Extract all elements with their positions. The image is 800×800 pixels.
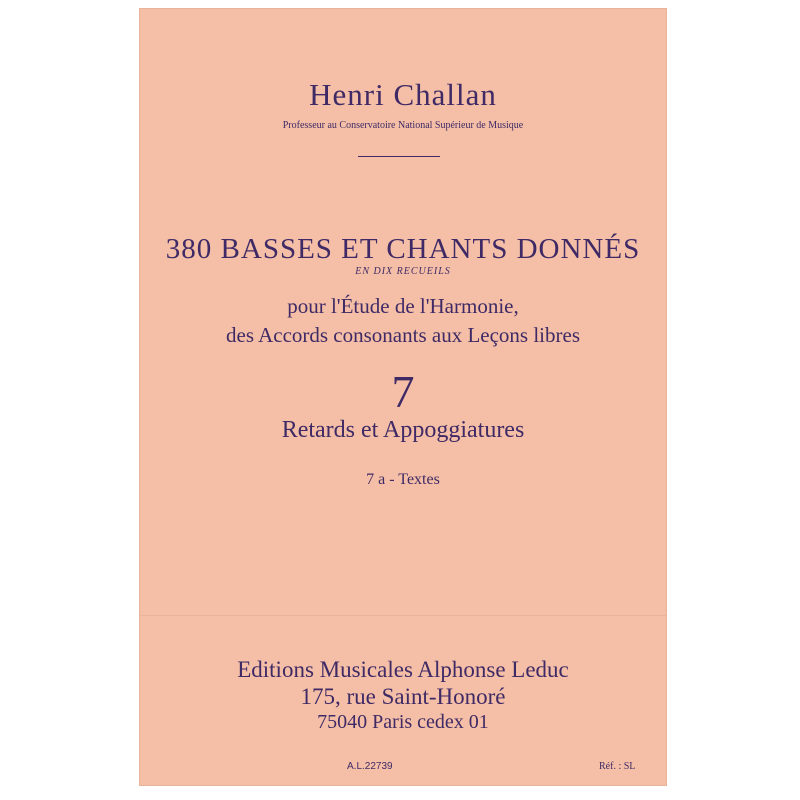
- cover-fold-line: [140, 615, 666, 616]
- publisher-street: 175, rue Saint-Honoré: [300, 684, 506, 709]
- book-subtitle: EN DIX RECUEILS: [355, 266, 451, 277]
- reference-code: Réf. : SL: [599, 761, 636, 772]
- volume-title: Retards et Appoggiatures: [281, 417, 525, 443]
- book-cover: [140, 9, 666, 785]
- catalog-number: A.L.22739: [347, 761, 393, 772]
- description-line-1: pour l'Étude de l'Harmonie,: [287, 294, 519, 318]
- author-role: Professeur au Conservatoire National Supérieur de Musique: [282, 120, 524, 131]
- publisher-name: Editions Musicales Alphonse Leduc: [237, 657, 569, 682]
- divider-rule: [358, 156, 440, 157]
- book-title: 380 BASSES ET CHANTS DONNÉS: [165, 233, 641, 265]
- volume-number: 7: [391, 366, 415, 417]
- description-line-2: des Accords consonants aux Leçons libres: [226, 323, 580, 347]
- author-name: Henri Challan: [309, 77, 497, 112]
- publisher-city: 75040 Paris cedex 01: [317, 711, 489, 733]
- part-label: 7 a - Textes: [366, 471, 440, 488]
